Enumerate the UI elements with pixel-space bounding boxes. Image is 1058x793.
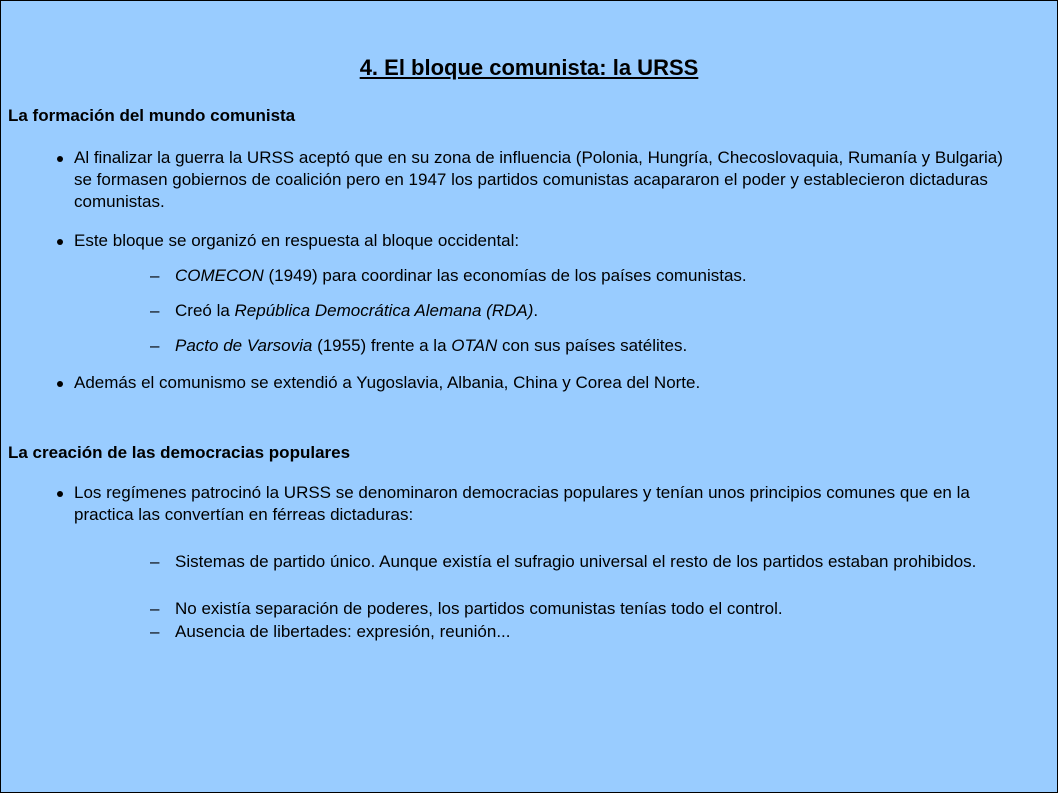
sub-item-text: Ausencia de libertades: expresión, reunión... — [175, 622, 511, 641]
sub-item-text — [175, 265, 1010, 287]
bullet-text: Este bloque se organizó en respuesta al bloque occidental: — [74, 231, 520, 250]
sub-list-item — [150, 300, 1010, 322]
sub-item-rest: . — [533, 301, 539, 320]
sub-item-emphasis: OTAN — [451, 336, 498, 355]
bullet-icon — [57, 381, 63, 387]
bullet-text: Al finalizar la guerra la URSS aceptó que en su zona de influencia (Polonia, Hungría, Checoslovaquia, Rumanía y Bulgaria) se formasen gobiernos de coalición pero en 1947 los partidos comunistas acapararon el poder y establecieron dictaduras comunistas. — [74, 148, 1003, 211]
sub-item-rest: Creó la — [175, 301, 235, 320]
dash-icon: – — [150, 301, 160, 320]
sub-list-item — [150, 551, 1010, 573]
sub-item-emphasis: COMECON — [175, 266, 264, 285]
bullet-icon — [57, 239, 63, 245]
list-item — [57, 147, 1007, 213]
list-item — [57, 482, 1007, 526]
sub-item-text: No existía separación de poderes, los partidos comunistas tenías todo el control. — [175, 599, 783, 618]
bullet-text: Además el comunismo se extendió a Yugoslavia, Albania, China y Corea del Norte. — [74, 373, 701, 392]
section-heading-formation: La formación del mundo comunista — [8, 106, 296, 125]
sub-item-rest: con sus países satélites. — [497, 336, 688, 355]
sub-item-emphasis: República Democrática Alemana (RDA) — [234, 301, 534, 320]
sub-item-text — [175, 335, 1010, 357]
list-item — [57, 230, 1007, 252]
bullet-icon — [57, 491, 63, 497]
sub-item-rest: (1949) para coordinar las economías de los países comunistas. — [263, 266, 747, 285]
dash-icon: – — [150, 336, 160, 355]
sub-list-item — [150, 265, 1010, 287]
list-item — [57, 372, 1007, 394]
dash-icon: – — [150, 266, 160, 285]
bullet-text: Los regímenes patrocinó la URSS se denominaron democracias populares y tenían unos principios comunes que en la practica las convertían en férreas dictaduras: — [74, 483, 970, 524]
sub-item-text — [175, 300, 1010, 322]
section-heading-democracies: La creación de las democracias populares — [8, 443, 351, 462]
sub-list-item — [150, 335, 1010, 357]
bullet-icon — [57, 156, 63, 162]
sub-item-text: Sistemas de partido único. Aunque existía el sufragio universal el resto de los partidos estaban prohibidos. — [175, 552, 977, 571]
sub-item-emphasis: Pacto de Varsovia — [175, 336, 313, 355]
sub-item-rest: (1955) frente a la — [312, 336, 452, 355]
sub-list-item — [150, 598, 1010, 620]
page-title: 4. El bloque comunista: la URSS — [359, 55, 699, 80]
sub-list-item — [150, 621, 1010, 643]
dash-icon: – — [150, 599, 160, 618]
dash-icon: – — [150, 552, 160, 571]
dash-icon: – — [150, 622, 160, 641]
